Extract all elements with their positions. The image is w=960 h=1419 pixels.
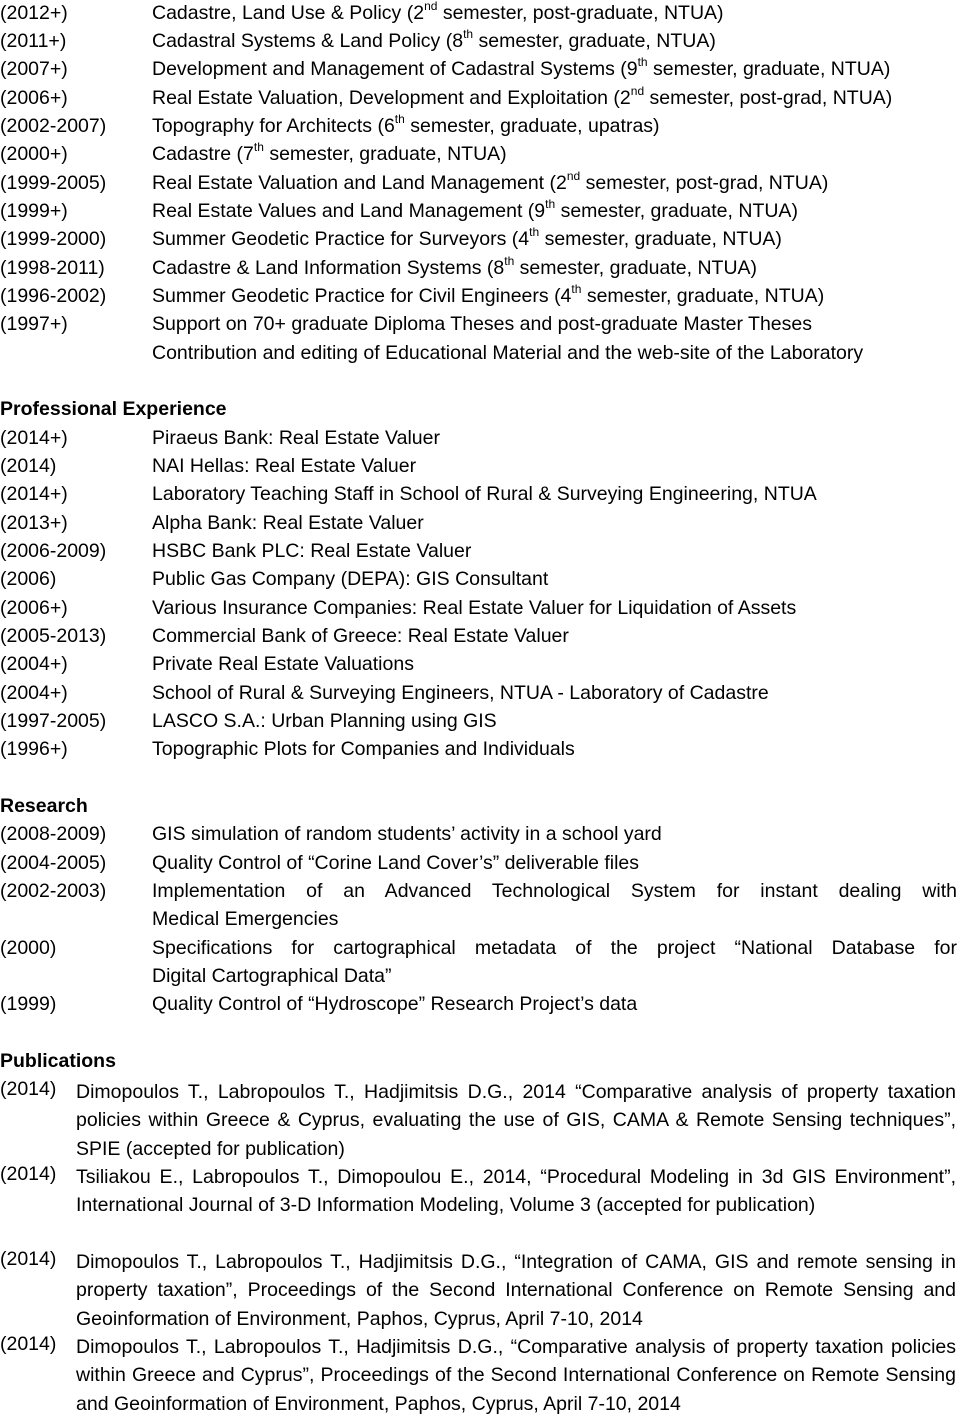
experience-row xyxy=(0,540,960,568)
teaching-row xyxy=(0,112,960,143)
research-row xyxy=(0,880,960,908)
experience-text: School of Rural & Surveying Engineers, NTUA - Laboratory of Cadastre xyxy=(152,682,769,704)
research-text-continued: Digital Cartographical Data” xyxy=(152,965,392,987)
publication-text: Tsiliakou E., Labropoulos T., Dimopoulou E., 2014, “Procedural Modeling in 3d GIS Environment”, International Journal of 3-D Information Modeling, Volume 3 (accepted for publication) xyxy=(76,1166,956,1217)
experience-text: LASCO S.A.: Urban Planning using GIS xyxy=(152,710,497,732)
experience-years: (2006) xyxy=(0,568,57,590)
publication-year: (2014) xyxy=(0,1333,57,1355)
publication-year: (2014) xyxy=(0,1078,57,1100)
teaching-course: Cadastre, Land Use & Policy (2nd semester, post-graduate, NTUA) xyxy=(152,0,724,24)
experience-text: Various Insurance Companies: Real Estate Valuer for Liquidation of Assets xyxy=(152,597,797,619)
teaching-course: Contribution and editing of Educational Material and the web-site of the Laboratory xyxy=(152,342,864,364)
research-row xyxy=(0,937,960,965)
publication-year: (2014) xyxy=(0,1163,57,1185)
teaching-course: Cadastre (7th semester, graduate, NTUA) xyxy=(152,140,507,165)
teaching-row xyxy=(0,282,960,313)
section-heading-research: Research xyxy=(0,795,88,817)
publication-entry xyxy=(0,1078,960,1164)
publication-text: Dimopoulos T., Labropoulos T., Hadjimitsis D.G., “Integration of CAMA, GIS and remote sensing in property taxation”, Proceedings of the Second International Conference on Remote Sensing and Geoinformation of Environment, Paphos, Cyprus, April 7-10, 2014 xyxy=(76,1251,956,1330)
research-years: (1999) xyxy=(0,993,57,1015)
teaching-course: Real Estate Valuation and Land Management (2nd semester, post-grad, NTUA) xyxy=(152,169,829,194)
experience-row xyxy=(0,427,960,455)
experience-row xyxy=(0,568,960,596)
publication-entry xyxy=(0,1248,960,1334)
teaching-years: (1999-2000) xyxy=(0,228,107,250)
experience-text: Public Gas Company (DEPA): GIS Consultant xyxy=(152,568,549,590)
teaching-years: (1999+) xyxy=(0,200,68,222)
research-row xyxy=(0,852,960,880)
publication-text: Dimopoulos T., Labropoulos T., Hadjimitsis D.G., “Comparative analysis of property taxation policies within Greece and Cyprus”, Proceedings of the Second International Conference on Remote Sensing and Geoinformation of Environment, Paphos, Cyprus, April 7-10, 2014 xyxy=(76,1336,956,1415)
experience-row xyxy=(0,682,960,710)
publication-entry xyxy=(0,1333,960,1419)
teaching-years: (1997+) xyxy=(0,313,68,335)
teaching-years: (1999-2005) xyxy=(0,172,107,194)
teaching-years: (2007+) xyxy=(0,58,68,80)
experience-row xyxy=(0,710,960,738)
research-row-continued xyxy=(0,965,960,993)
research-row xyxy=(0,823,960,851)
teaching-row xyxy=(0,254,960,285)
teaching-years: (2006+) xyxy=(0,87,68,109)
experience-text: Topographic Plots for Companies and Individuals xyxy=(152,738,575,760)
research-text: Quality Control of “Corine Land Cover’s” deliverable files xyxy=(152,852,640,874)
teaching-years: (1996-2002) xyxy=(0,285,107,307)
teaching-years: (2002-2007) xyxy=(0,115,107,137)
publication-text: Dimopoulos T., Labropoulos T., Hadjimitsis D.G., 2014 “Comparative analysis of property taxation policies within Greece & Cyprus, evaluating the use of GIS, CAMA & Remote Sensing techniques”, SPIE (accepted for publication) xyxy=(76,1081,956,1160)
teaching-row xyxy=(0,27,960,58)
experience-years: (2014+) xyxy=(0,483,68,505)
section-heading-publications: Publications xyxy=(0,1050,116,1072)
experience-row xyxy=(0,483,960,511)
teaching-years: (2011+) xyxy=(0,30,67,52)
experience-row xyxy=(0,625,960,653)
teaching-row xyxy=(0,140,960,171)
research-years: (2008-2009) xyxy=(0,823,107,845)
research-row xyxy=(0,993,960,1021)
teaching-years: (2000+) xyxy=(0,143,68,165)
experience-years: (2014) xyxy=(0,455,57,477)
experience-row xyxy=(0,738,960,766)
teaching-row xyxy=(0,55,960,86)
experience-row xyxy=(0,653,960,681)
research-years: (2004-2005) xyxy=(0,852,107,874)
research-text: Specifications for cartographical metadata of the project “National Database for xyxy=(152,937,957,959)
experience-text: Piraeus Bank: Real Estate Valuer xyxy=(152,427,440,449)
experience-text: HSBC Bank PLC: Real Estate Valuer xyxy=(152,540,472,562)
teaching-course: Support on 70+ graduate Diploma Theses and post-graduate Master Theses xyxy=(152,313,812,335)
experience-years: (2004+) xyxy=(0,682,68,704)
experience-years: (1996+) xyxy=(0,738,68,760)
experience-row xyxy=(0,512,960,540)
experience-years: (2014+) xyxy=(0,427,68,449)
research-text: Quality Control of “Hydroscope” Research Project’s data xyxy=(152,993,638,1015)
research-text-continued: Medical Emergencies xyxy=(152,908,339,930)
section-heading-professional: Professional Experience xyxy=(0,398,227,420)
experience-years: (1997-2005) xyxy=(0,710,107,732)
teaching-course: Real Estate Values and Land Management (9th semester, graduate, NTUA) xyxy=(152,197,798,222)
teaching-course: Topography for Architects (6th semester, graduate, upatras) xyxy=(152,112,660,137)
publication-entry xyxy=(0,1163,960,1249)
experience-years: (2004+) xyxy=(0,653,68,675)
teaching-years: (2012+) xyxy=(0,2,68,24)
teaching-course: Cadastre & Land Information Systems (8th semester, graduate, NTUA) xyxy=(152,254,758,279)
teaching-course: Summer Geodetic Practice for Civil Engineers (4th semester, graduate, NTUA) xyxy=(152,282,825,307)
teaching-row xyxy=(0,342,960,370)
experience-row xyxy=(0,455,960,483)
experience-years: (2013+) xyxy=(0,512,68,534)
research-years: (2002-2003) xyxy=(0,880,107,902)
teaching-years: (1998-2011) xyxy=(0,257,105,279)
experience-text: Alpha Bank: Real Estate Valuer xyxy=(152,512,424,534)
teaching-course: Cadastral Systems & Land Policy (8th semester, graduate, NTUA) xyxy=(152,27,716,52)
teaching-row xyxy=(0,169,960,200)
experience-text: Laboratory Teaching Staff in School of Rural & Surveying Engineering, NTUA xyxy=(152,483,817,505)
teaching-course: Real Estate Valuation, Development and Exploitation (2nd semester, post-grad, NTUA) xyxy=(152,84,893,109)
teaching-row xyxy=(0,2,960,30)
experience-years: (2006-2009) xyxy=(0,540,107,562)
teaching-course: Development and Management of Cadastral Systems (9th semester, graduate, NTUA) xyxy=(152,55,891,80)
publication-year: (2014) xyxy=(0,1248,57,1270)
experience-text: Private Real Estate Valuations xyxy=(152,653,414,675)
research-text: GIS simulation of random students’ activity in a school yard xyxy=(152,823,662,845)
teaching-row xyxy=(0,225,960,256)
teaching-row xyxy=(0,313,960,341)
experience-years: (2005-2013) xyxy=(0,625,107,647)
teaching-row xyxy=(0,197,960,228)
experience-row xyxy=(0,597,960,625)
teaching-course: Summer Geodetic Practice for Surveyors (4th semester, graduate, NTUA) xyxy=(152,225,782,250)
research-years: (2000) xyxy=(0,937,57,959)
research-text: Implementation of an Advanced Technological System for instant dealing with xyxy=(152,880,957,902)
experience-years: (2006+) xyxy=(0,597,68,619)
teaching-row xyxy=(0,84,960,115)
experience-text: NAI Hellas: Real Estate Valuer xyxy=(152,455,417,477)
research-row-continued xyxy=(0,908,960,936)
experience-text: Commercial Bank of Greece: Real Estate Valuer xyxy=(152,625,569,647)
